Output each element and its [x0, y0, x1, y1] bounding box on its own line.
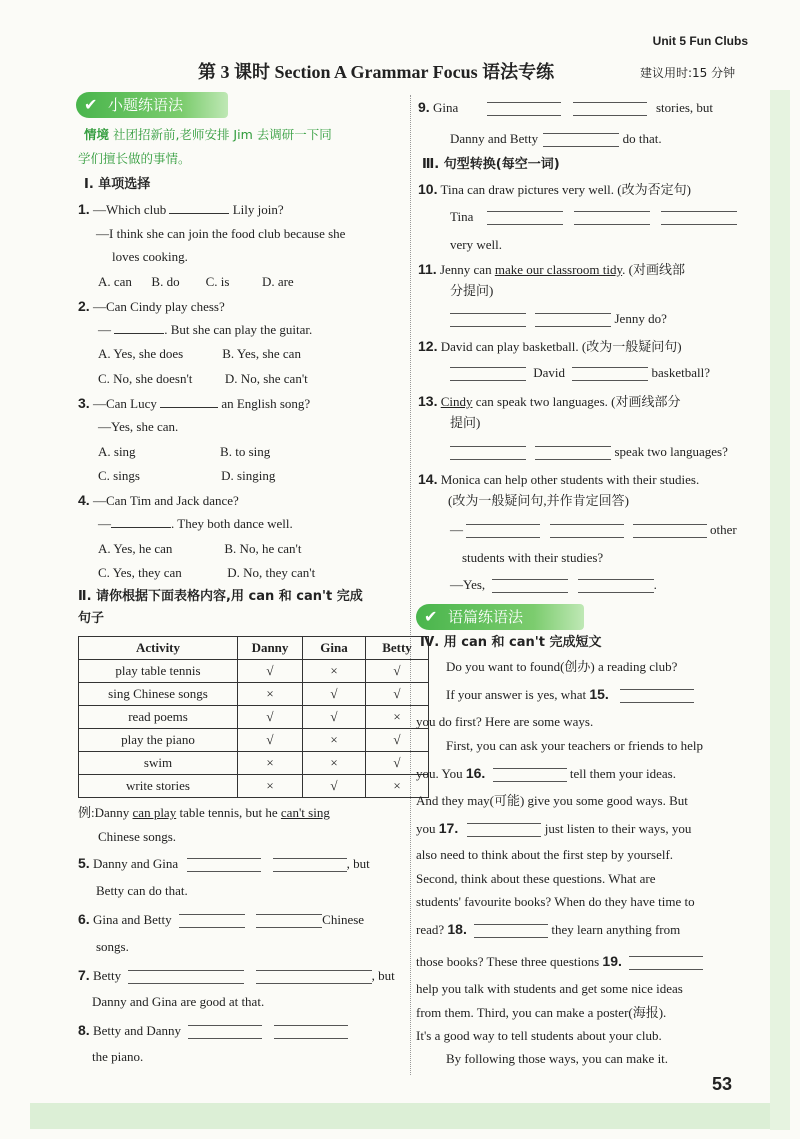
table-cell: sing Chinese songs — [79, 683, 238, 706]
q7-stem: 7. Betty , but — [78, 967, 395, 983]
section-4-heading: Ⅳ. 用 can 和 can't 完成短文 — [420, 635, 602, 650]
q12-blank-1[interactable] — [450, 367, 526, 381]
q13-blank-2[interactable] — [535, 446, 611, 460]
q11-line2: 分提问) — [450, 283, 494, 298]
table-cell: play the piano — [79, 729, 238, 752]
table-header-row — [79, 637, 429, 660]
section-2-heading-2: 句子 — [78, 611, 105, 626]
q8-blank-1[interactable] — [188, 1025, 262, 1039]
table-header: Activity — [79, 637, 238, 660]
q3-stem: 3. —Can Lucy an English song? — [78, 395, 311, 411]
passage-line: from them. Third, you can make a poster(海报). — [416, 1005, 667, 1020]
suggested-time: 建议用时:15 分钟 — [640, 66, 736, 80]
passage-line: read? 18. they learn anything from — [416, 921, 681, 937]
table-cell: read poems — [79, 706, 238, 729]
q5-stem: 5. Danny and Gina , but — [78, 855, 370, 871]
unit-header: Unit 5 Fun Clubs — [652, 34, 748, 48]
scenario-line1: 情境 社团招新前,老师安排 Jim 去调研一下同 — [84, 127, 332, 142]
q8-line2: the piano. — [92, 1049, 144, 1064]
passage-line: you 17. just listen to their ways, you — [416, 820, 692, 836]
q10-line2: Tina — [450, 208, 737, 226]
blank-19[interactable] — [629, 956, 703, 970]
q14-line3: — other — [450, 522, 737, 537]
q9-blank-2[interactable] — [573, 102, 647, 116]
q14-blank-2[interactable] — [550, 524, 624, 538]
q2-stem: 2. —Can Cindy play chess? — [78, 298, 225, 314]
q11-line3: Jenny do? — [450, 310, 667, 328]
q10-line3: very well. — [450, 237, 502, 252]
q4-options-1: A. Yes, he can B. No, he can't — [98, 541, 302, 556]
table-cell: √ — [303, 706, 366, 729]
q14-blank-3[interactable] — [633, 524, 707, 538]
table-cell: √ — [303, 775, 366, 798]
q8-stem: 8. Betty and Danny — [78, 1021, 348, 1040]
example-line1: 例:Danny can play table tennis, but he can't sing — [78, 805, 330, 820]
table-header: Betty — [366, 637, 429, 660]
q13-stem: 13. Cindy can speak two languages. (对画线部分 — [418, 393, 681, 409]
scenario-line2: 学们擅长做的事情。 — [78, 151, 191, 166]
q9-blank-3[interactable] — [543, 133, 619, 147]
q7-blank-1[interactable] — [128, 970, 244, 984]
q14-line2: (改为一般疑问句,并作肯定回答) — [448, 493, 629, 508]
check-icon: ✔ — [84, 95, 98, 114]
q12-stem: 12. David can play basketball. (改为一般疑问句) — [418, 338, 682, 354]
passage-line: those books? These three questions 19. — [416, 952, 703, 971]
q13-line2: 提问) — [450, 415, 481, 430]
q6-blank-2[interactable] — [256, 914, 322, 928]
q7-line2: Danny and Gina are good at that. — [92, 994, 265, 1009]
check-icon: ✔ — [424, 607, 438, 626]
column-divider — [410, 95, 411, 1075]
q5-blank-1[interactable] — [187, 858, 261, 872]
q10-blank-2[interactable] — [574, 211, 650, 225]
q14-blank-4[interactable] — [492, 579, 568, 593]
q4-options-2: C. Yes, they can D. No, they can't — [98, 565, 316, 580]
q6-blank-1[interactable] — [179, 914, 245, 928]
q11-blank-2[interactable] — [535, 313, 611, 327]
table-row — [79, 775, 429, 798]
table-row — [79, 752, 429, 775]
q13-line3: speak two languages? — [450, 443, 728, 461]
passage-line: Second, think about these questions. What are — [416, 871, 656, 886]
table-header: Danny — [238, 637, 303, 660]
passage-line: help you talk with students and get some nice ideas — [416, 981, 683, 996]
passage-line: If your answer is yes, what 15. — [446, 685, 694, 704]
table-cell: × — [366, 706, 429, 729]
side-decor-strip — [770, 90, 790, 1130]
q9-stem: 9. Gina stories, but — [418, 99, 714, 115]
q3-options-1: A. sing B. to sing — [98, 444, 271, 459]
q4-stem: 4. —Can Tim and Jack dance? — [78, 492, 239, 508]
q9-blank-1[interactable] — [487, 102, 561, 116]
blank-16[interactable] — [493, 768, 567, 782]
passage-line: It's a good way to tell students about your club. — [416, 1028, 662, 1043]
q6-stem: 6. Gina and Betty Chinese — [78, 911, 365, 927]
table-cell: × — [238, 683, 303, 706]
section-2-heading: Ⅱ. 请你根据下面表格内容,用 can 和 can't 完成 — [78, 589, 363, 604]
table-cell: √ — [366, 729, 429, 752]
passage-line: Do you want to found(创办) a reading club? — [446, 659, 678, 674]
q2-blank[interactable] — [114, 321, 164, 334]
table-row — [79, 706, 429, 729]
q4-line2: — . They both dance well. — [98, 516, 293, 531]
bottom-decor-strip — [30, 1103, 770, 1129]
q4-blank[interactable] — [111, 515, 171, 528]
table-header: Gina — [303, 637, 366, 660]
q1-blank[interactable] — [169, 201, 229, 214]
q1-line2: —I think she can join the food club because she — [96, 226, 346, 241]
q12-line2: David basketball? — [450, 364, 710, 382]
q10-blank-3[interactable] — [661, 211, 737, 225]
table-cell: √ — [366, 660, 429, 683]
q12-blank-2[interactable] — [572, 367, 648, 381]
passage-line: First, you can ask your teachers or friends to help — [446, 738, 704, 753]
blank-17[interactable] — [467, 823, 541, 837]
table-cell: × — [238, 775, 303, 798]
table-cell: √ — [366, 752, 429, 775]
q2-options-1: A. Yes, she does B. Yes, she can — [98, 346, 301, 361]
blank-15[interactable] — [620, 689, 694, 703]
passage-line: By following those ways, you can make it. — [446, 1051, 669, 1066]
table-cell: swim — [79, 752, 238, 775]
section-3-heading: Ⅲ. 句型转换(每空一词) — [422, 157, 560, 172]
table-cell: √ — [238, 729, 303, 752]
table-cell: × — [303, 729, 366, 752]
section-1-heading: Ⅰ. 单项选择 — [84, 177, 151, 192]
passage-line: students' favourite books? When do they have time to — [416, 894, 695, 909]
passage-line: you. You 16. tell them your ideas. — [416, 765, 676, 781]
q13-blank-1[interactable] — [450, 446, 526, 460]
q14-blank-1[interactable] — [466, 524, 540, 538]
q6-line2: songs. — [96, 939, 129, 954]
q5-line2: Betty can do that. — [96, 883, 188, 898]
q7-blank-2[interactable] — [256, 970, 372, 984]
q14-line4: students with their studies? — [462, 550, 604, 565]
table-cell: × — [366, 775, 429, 798]
table-cell: × — [238, 752, 303, 775]
passage-line: also need to think about the first step by yourself. — [416, 847, 674, 862]
q11-blank-1[interactable] — [450, 313, 526, 327]
q2-options-2: C. No, she doesn't D. No, she can't — [98, 371, 308, 386]
q14-stem: 14. Monica can help other students with their studies. — [418, 471, 700, 487]
table-cell: × — [303, 752, 366, 775]
q11-stem: 11. Jenny can make our classroom tidy. (对画线部 — [418, 261, 685, 277]
q2-line2: — . But she can play the guitar. — [98, 322, 313, 337]
table-row — [79, 660, 429, 683]
q10-stem: 10. Tina can draw pictures very well. (改为否定句) — [418, 181, 691, 197]
q3-blank[interactable] — [160, 395, 218, 408]
q1-line3: loves cooking. — [112, 249, 188, 264]
page-title: 第 3 课时 Section A Grammar Focus 语法专练 — [198, 62, 555, 82]
example-line2: Chinese songs. — [98, 829, 176, 844]
blank-18[interactable] — [474, 924, 548, 938]
q14-blank-5[interactable] — [578, 579, 654, 593]
q5-blank-2[interactable] — [273, 858, 347, 872]
q14-line5: —Yes, . — [450, 577, 657, 592]
table-row — [79, 729, 429, 752]
q9-line2: Danny and Betty do that. — [450, 131, 662, 146]
activity-table — [78, 636, 429, 798]
q3-line2: —Yes, she can. — [98, 419, 179, 434]
table-cell: √ — [303, 683, 366, 706]
table-cell: √ — [238, 706, 303, 729]
q1-stem: 1. —Which club Lily join? — [78, 201, 284, 217]
table-row — [79, 683, 429, 706]
passage-line: And they may(可能) give you some good ways. But — [416, 793, 688, 808]
table-cell: play table tennis — [79, 660, 238, 683]
section-banner-passage: ✔ 语篇练语法 — [416, 604, 584, 630]
passage-line: you do first? Here are some ways. — [416, 714, 594, 729]
table-cell: × — [303, 660, 366, 683]
table-cell: √ — [366, 683, 429, 706]
section-banner-small-questions: ✔ 小题练语法 — [76, 92, 228, 118]
q8-blank-2[interactable] — [274, 1025, 348, 1039]
page-number: 53 — [712, 1074, 733, 1094]
q3-options-2: C. sings D. singing — [98, 468, 276, 483]
q10-blank-1[interactable] — [487, 211, 563, 225]
table-cell: write stories — [79, 775, 238, 798]
table-cell: √ — [238, 660, 303, 683]
q1-options: A. can B. do C. is D. are — [98, 274, 294, 289]
